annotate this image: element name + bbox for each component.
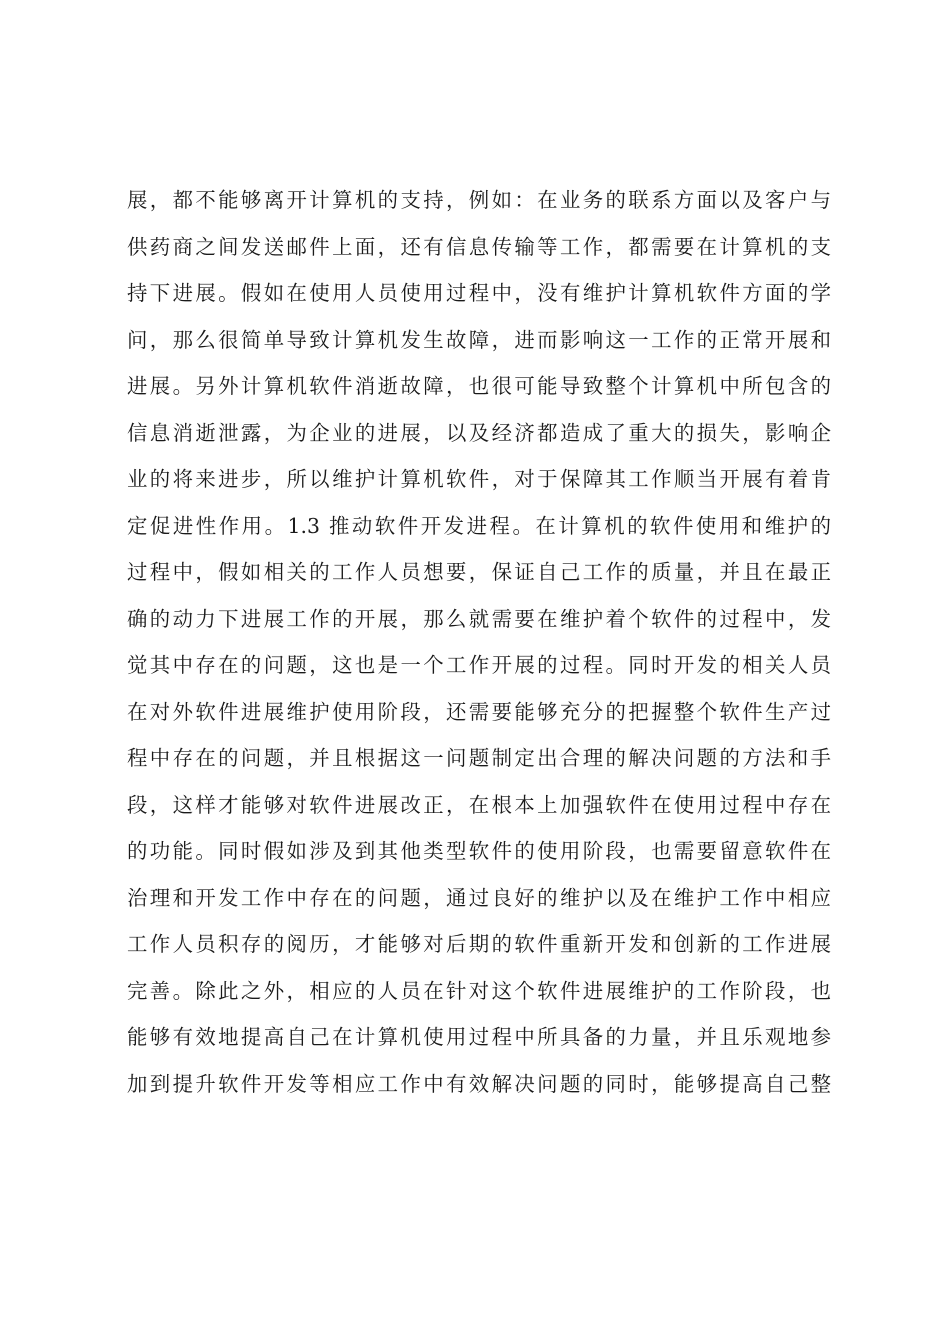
text-line-14: 段，这样才能够对软件进展改正，在根本上加强软件在使用过程中存在 — [127, 792, 831, 817]
text-line-17: 工作人员积存的阅历，才能够对后期的软件重新开发和创新的工作进展 — [127, 932, 831, 956]
text-line-15: 的功能。同时假如涉及到其他类型软件的使用阶段，也需要留意软件在 — [127, 839, 831, 863]
text-line-10: 确的动力下进展工作的开展，那么就需要在维护着个软件的过程中，发 — [127, 606, 831, 631]
text-line-1: 展，都不能够离开计算机的支持，例如：在业务的联系方面以及客户与 — [127, 188, 831, 212]
text-line-3: 持下进展。假如在使用人员使用过程中，没有维护计算机软件方面的学 — [127, 281, 831, 305]
text-line-6: 信息消逝泄露，为企业的进展，以及经济都造成了重大的损失，影响企 — [127, 420, 831, 445]
text-line-2: 供药商之间发送邮件上面，还有信息传输等工作，都需要在计算机的支 — [127, 234, 831, 259]
text-line-4: 问，那么很简单导致计算机发生故障，进而影响这一工作的正常开展和 — [127, 327, 831, 352]
text-line-8: 定促进性作用。1.3 推动软件开发进程。在计算机的软件使用和维护的 — [127, 513, 831, 538]
text-line-12: 在对外软件进展维护使用阶段，还需要能够充分的把握整个软件生产过 — [127, 699, 831, 724]
text-line-13: 程中存在的问题，并且根据这一问题制定出合理的解决问题的方法和手 — [127, 746, 831, 770]
text-line-19: 能够有效地提高自己在计算机使用过程中所具备的力量，并且乐观地参 — [127, 1025, 831, 1049]
text-line-9: 过程中，假如相关的工作人员想要，保证自己工作的质量，并且在最正 — [127, 560, 831, 584]
text-line-20: 加到提升软件开发等相应工作中有效解决问题的同时，能够提高自己整 — [127, 1071, 831, 1096]
body-paragraph — [127, 187, 831, 1117]
text-line-5: 进展。另外计算机软件消逝故障，也很可能导致整个计算机中所包含的 — [127, 374, 831, 398]
text-line-11: 觉其中存在的问题，这也是一个工作开展的过程。同时开发的相关人员 — [127, 653, 831, 677]
text-line-16: 治理和开发工作中存在的问题，通过良好的维护以及在维护工作中相应 — [127, 885, 831, 910]
text-line-18: 完善。除此之外，相应的人员在针对这个软件进展维护的工作阶段，也 — [127, 978, 831, 1003]
text-line-7: 业的将来进步，所以维护计算机软件，对于保障其工作顺当开展有着肯 — [127, 467, 831, 491]
